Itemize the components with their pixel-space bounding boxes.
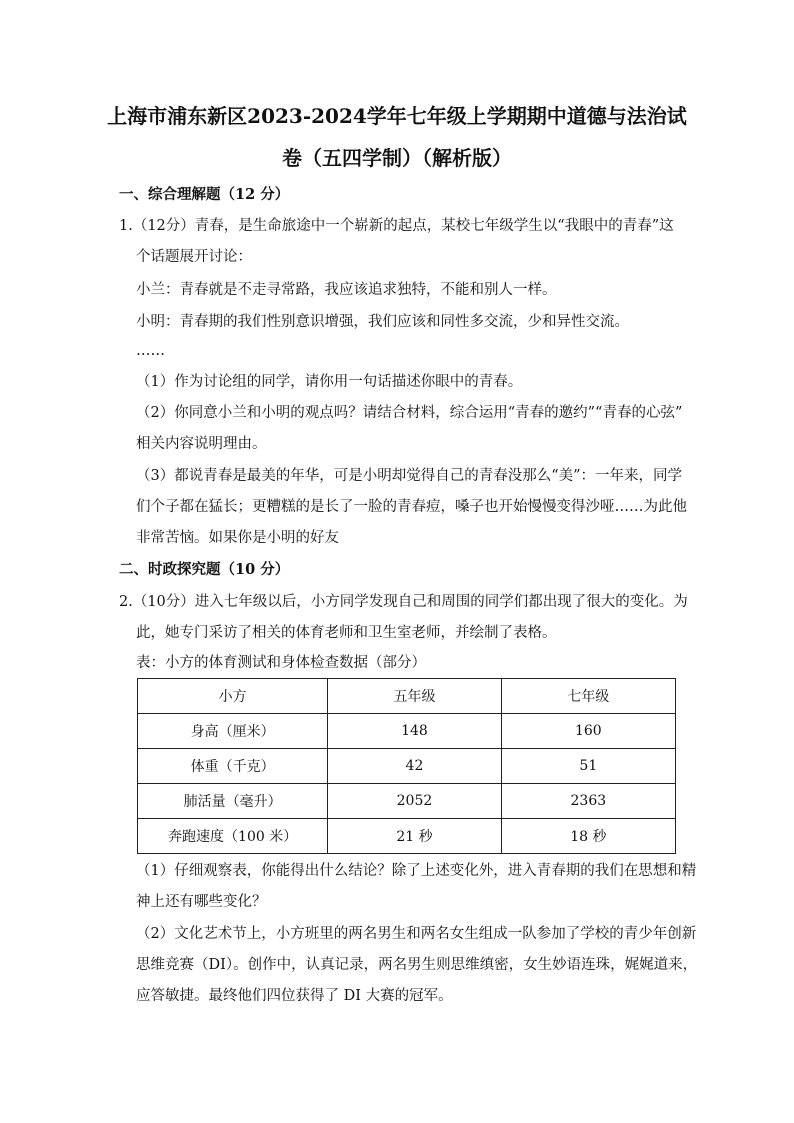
table-cell: 肺活量（毫升） <box>138 784 328 819</box>
table-row <box>138 819 676 854</box>
question-2-line: （1）仔细观察表，你能得出什么结论？除了上述变化外，进入青春期的我们在思想和精 <box>136 863 697 879</box>
question-2-line: （2）文化艺术节上，小方班里的两名男生和两名女生组成一队参加了学校的青少年创新 <box>136 926 697 942</box>
table-header-cell: 五年级 <box>328 679 501 714</box>
table-cell: 身高（厘米） <box>138 714 328 749</box>
table-cell: 51 <box>501 749 675 784</box>
question-2-line: 2.（10分）进入七年级以后，小方同学发现自己和周围的同学们都出现了很大的变化。为 <box>119 594 688 610</box>
table-cell: 160 <box>501 714 675 749</box>
question-1-line: （3）都说青春是最美的年华，可是小明却觉得自己的青春没那么“美”：一年来，同学 <box>136 468 683 484</box>
table-row <box>138 784 676 819</box>
table-cell: 18 秒 <box>501 819 675 854</box>
question-1-line: 们个子都在猛长；更糟糕的是长了一脸的青春痘，嗓子也开始慢慢变得沙哑……为此他 <box>136 499 687 515</box>
question-1-line: 1.（12分）青春，是生命旅途中一个崭新的起点，某校七年级学生以“我眼中的青春”这 <box>119 218 674 234</box>
question-1-line: 小明：青春期的我们性别意识增强，我们应该和同性多交流，少和异性交流。 <box>136 314 629 330</box>
table-header-row <box>138 679 676 714</box>
question-2-line: 应答敏捷。最终他们四位获得了 DI 大赛的冠军。 <box>136 988 453 1004</box>
table-cell: 148 <box>328 714 501 749</box>
question-1-line: 个话题展开讨论： <box>136 249 252 265</box>
exam-title-line-1: 上海市浦东新区2023-2024学年七年级上学期期中道德与法治试 <box>107 104 687 128</box>
table-cell: 奔跑速度（100 米） <box>138 819 328 854</box>
section-2-heading: 二、时政探究题（10 分） <box>119 561 290 578</box>
table-cell: 2052 <box>328 784 501 819</box>
question-1-line: （2）你同意小兰和小明的观点吗？请结合材料，综合运用“青春的邀约”“青春的心弦” <box>136 405 683 421</box>
question-1-line: 小兰：青春就是不走寻常路，我应该追求独特，不能和别人一样。 <box>136 282 557 298</box>
question-1-line: …… <box>136 343 165 359</box>
question-2-line: 神上还有哪些变化？ <box>136 894 267 910</box>
question-2-line: 此，她专门采访了相关的体育老师和卫生室老师，并绘制了表格。 <box>136 625 557 641</box>
data-table <box>137 678 676 854</box>
table-cell: 21 秒 <box>328 819 501 854</box>
table-row <box>138 714 676 749</box>
table-header-cell: 七年级 <box>501 679 675 714</box>
table-header-cell: 小方 <box>138 679 328 714</box>
table-cell: 2363 <box>501 784 675 819</box>
question-1-line: （1）作为讨论组的同学，请你用一句话描述你眼中的青春。 <box>136 374 523 390</box>
question-1-line: 非常苦恼。如果你是小明的好友 <box>136 530 339 546</box>
table-caption: 表：小方的体育测试和身体检查数据（部分） <box>136 655 426 671</box>
table-cell: 42 <box>328 749 501 784</box>
table-cell: 体重（千克） <box>138 749 328 784</box>
exam-title-line-2: 卷（五四学制）（解析版） <box>282 146 512 170</box>
section-1-heading: 一、综合理解题（12 分） <box>119 186 290 203</box>
question-1-line: 相关内容说明理由。 <box>136 436 267 452</box>
table-row <box>138 749 676 784</box>
question-2-line: 思维竞赛（DI）。创作中，认真记录，两名男生则思维缜密，女生妙语连珠，娓娓道来， <box>136 957 698 973</box>
